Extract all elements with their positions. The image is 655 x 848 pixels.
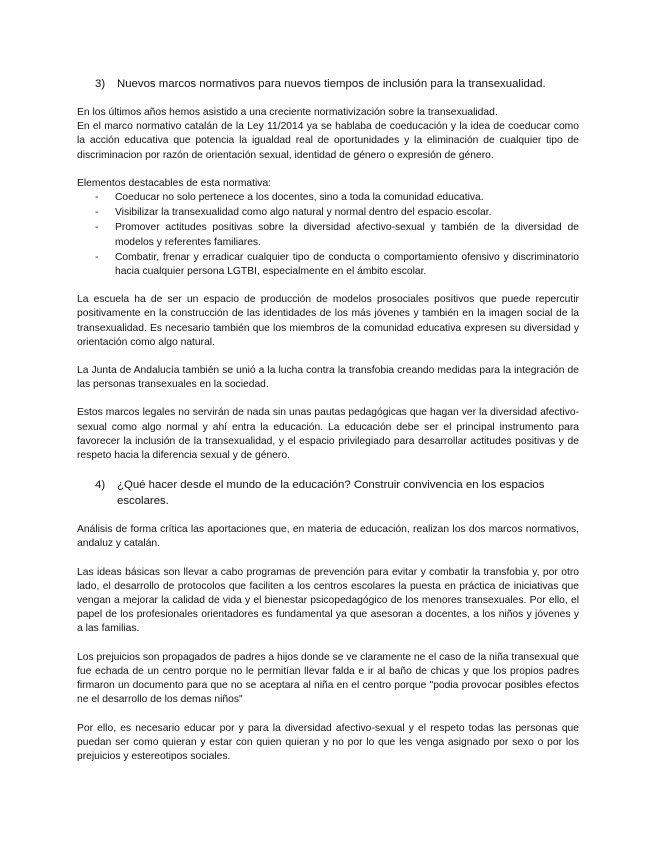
section-3-number: 3) xyxy=(95,78,106,90)
paragraph-andalucia: La Junta de Andalucía también se unió a la lucha contra la transfobia creando medidas para la integración de las personas transexuales en la sociedad. xyxy=(77,365,579,391)
bullet-marker: - xyxy=(95,192,99,204)
list-item-text: Promover actitudes positivas sobre la diversidad afectivo-sexual y también de la diversidad de modelos y referentes familiares. xyxy=(115,222,579,248)
paragraph-marcos-legales: Estos marcos legales no servirán de nada sin unas pautas pedagógicas que hagan ver la diversidad afectivo-sexual como algo normal y ahí entra la educación. La educación debe ser el principal instrumento para favorecer la inclusión de la transexualidad, y el espacio privilegiado para desarrollar actitudes positivas y de respeto hacia la diferencia sexual y de género. xyxy=(77,407,579,462)
list-item-text: Coeducar no solo pertenece a los docentes, sino a toda la comunidad educativa. xyxy=(115,192,484,204)
list-item-text: Combatir, frenar y erradicar cualquier tipo de conducta o comportamiento ofensivo y discriminatorio hacia cualquier persona LGTBI, especialmente en el ámbito escolar. xyxy=(115,251,579,278)
paragraph-prejuicios: Los prejuicios son propagados de padres a hijos donde se ve claramente ne el caso de la niña transexual que fue echada de un centro porque no le permitían llevar falda e ir al baño de chicas y que los propios padres firmaron un documento para que no se aceptara al niña en el centro porque "podia provocar posibles efectos ne el desarrollo de los demas niños" xyxy=(77,651,579,706)
bullet-marker: - xyxy=(95,251,99,263)
list-item-text: Visibilizar la transexualidad como algo natural y normal dentro del espacio escolar. xyxy=(115,207,492,219)
section-3-heading xyxy=(95,76,579,92)
section-4-number: 4) xyxy=(95,479,106,492)
paragraph-normativizacion-line1: En los últimos años hemos asistido a una creciente normativización sobre la transexualidad. xyxy=(77,107,498,118)
elements-label: Elementos destacables de esta normativa: xyxy=(77,177,272,189)
list-item xyxy=(77,191,579,205)
list-item xyxy=(77,206,579,220)
list-item xyxy=(77,221,579,249)
paragraph-analisis: Análisis de forma crítica las aportaciones que, en materia de educación, realizan los dos marcos normativos, andaluz y catalán. xyxy=(77,524,579,550)
list-item xyxy=(77,251,579,279)
paragraph-normativizacion xyxy=(77,106,579,163)
bullet-marker: - xyxy=(95,222,99,234)
normativa-bullet-list xyxy=(77,191,579,279)
section-4-title: ¿Qué hacer desde el mundo de la educación? Construir convivencia en los espacios escolares. xyxy=(117,479,545,508)
section-4-heading xyxy=(95,477,579,509)
section-3-title: Nuevos marcos normativos para nuevos tiempos de inclusión para la transexualidad. xyxy=(117,78,546,90)
bullet-marker: - xyxy=(95,207,99,219)
paragraph-escuela: La escuela ha de ser un espacio de producción de modelos prosociales positivos que puede repercutir positivamente en la construcción de las identidades de los más jóvenes y también en la imagen social de la transexualidad. Es necesario también que los miembros de la comunidad educativa expresen su diversidad y orientación como algo natural. xyxy=(77,294,579,348)
document-body xyxy=(77,76,579,778)
paragraph-normativizacion-line2: En el marco normativo catalán de la Ley 11/2014 ya se hablaba de coeducación y la idea de coeducar como la acción educativa que potencia la igualdad real de oportunidades y la eliminación de cualquier tipo de discriminacion por razón de orientación sexual, identidad de género o expresión de género. xyxy=(77,121,579,161)
paragraph-ideas-basicas: Las ideas básicas son llevar a cabo programas de prevención para evitar y combatir la transfobia y, por otro lado, el desarrollo de protocolos que faciliten a los centros escolares la puesta en práctica de iniciativas que vengan a mejorar la calidad de vida y el bienestar psicopedagógico de los menores transexuales. Por ello, el papel de los profesionales orientadores es fundamental ya que asesoran a docentes, a los niños y jóvenes y a las familias. xyxy=(77,566,579,635)
paragraph-educar-diversidad: Por ello, es necesario educar por y para la diversidad afectivo-sexual y el respeto todas las personas que puedan ser como quieran y estar con quien quieran y no por lo que les venga asignado por sexo o por los prejuicios y estereotipos sociales. xyxy=(77,722,579,762)
